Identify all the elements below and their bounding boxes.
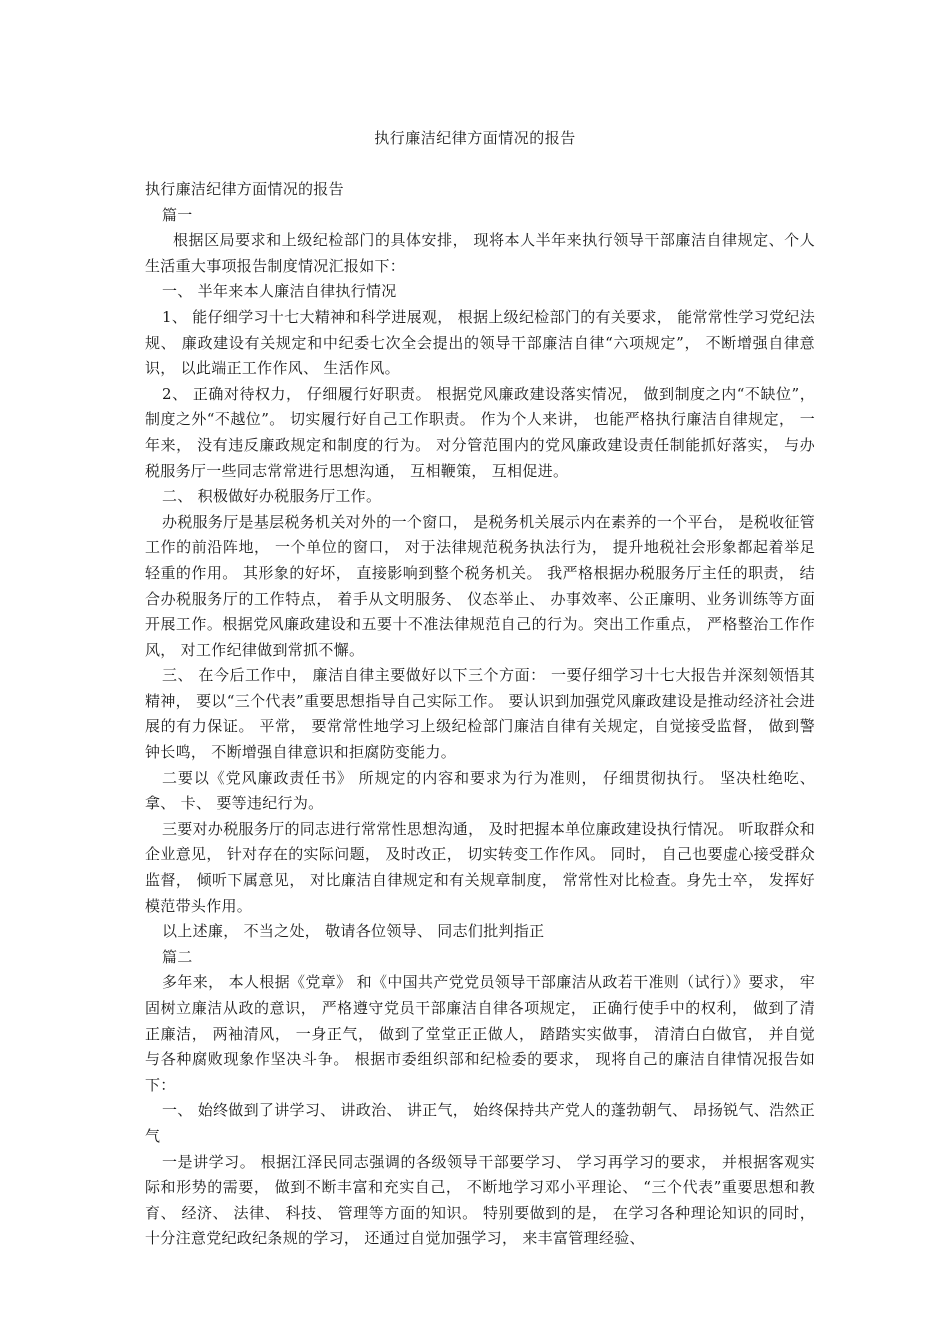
section-heading-part1: 篇一 bbox=[162, 205, 193, 224]
paragraph-intro: 根据区局要求和上级纪检部门的具体安排， 现将本人半年来执行领导干部廉洁自律规定、个人生活重大事项报告制度情况汇报如下： bbox=[145, 231, 815, 275]
paragraph-item-1-2: 2、 正确对待权力， 仔细履行好职责。 根据党风廉政建设落实情况， 做到制度之内“不缺位”， 制度之外“不越位”。 切实履行好自己工作职责。 作为个人来讲， 也能严格执行廉洁自律规定， 一年来， 没有违反廉政规定和制度的行为。 对分管范围内的党风廉政建设责任制能抓好落实， 与办税服务厅一些同志常常进行思想沟通， 互相鞭策， 互相促进。 bbox=[145, 384, 815, 480]
section-heading-part2: 篇二 bbox=[162, 947, 193, 966]
document-title: 执行廉洁纪律方面情况的报告 bbox=[374, 129, 576, 147]
heading-part2-item-1: 一、 始终做到了讲学习、 讲政治、 讲正气， 始终保持共产党人的蓬勃朝气、 昂扬锐气、浩然正气 bbox=[145, 1101, 815, 1145]
paragraph-item-1-1: 1、 能仔细学习十七大精神和科学进展观， 根据上级纪检部门的有关要求， 能常常性学习党纪法规、 廉政建设有关规定和中纪委七次全会提出的领导干部廉洁自律“六项规定”， 不断增强自律意识， 以此端正工作作风、 生活作风。 bbox=[145, 307, 815, 378]
paragraph-item-3-3: 三要对办税服务厅的同志进行常常性思想沟通， 及时把握本单位廉政建设执行情况。 听取群众和企业意见， 针对存在的实际问题， 及时改正， 切实转变工作作风。 同时， 自己也要虚心接受群众监督， 倾听下属意见， 对比廉洁自律规定和有关规章制度， 常常性对比检查。身先士卒， 发挥好模范带头作用。 bbox=[145, 819, 815, 915]
heading-item-1: 一、 半年来本人廉洁自律执行情况 bbox=[162, 282, 397, 301]
paragraph-closing: 以上述廉， 不当之处， 敬请各位领导、 同志们批判指正 bbox=[162, 922, 545, 941]
paragraph-item-3: 三、 在今后工作中， 廉洁自律主要做好以下三个方面： 一要仔细学习十七大报告并深刻领悟其精神， 要以“三个代表”重要思想指导自己实际工作。 要认识到加强党风廉政建设是推动经济社会进展的有力保证。 平常， 要常常性地学习上级纪检部门廉洁自律有关规定，自觉接受监督， 做到警钟长鸣， 不断增强自律意识和拒腐防变能力。 bbox=[145, 666, 815, 762]
paragraph-item-2: 办税服务厅是基层税务机关对外的一个窗口， 是税务机关展示内在素养的一个平台， 是税收征管工作的前沿阵地， 一个单位的窗口， 对于法律规范税务执法行为， 提升地税社会形象都起着举足轻重的作用。 其形象的好坏， 直接影响到整个税务机关。 我严格根据办税服务厅主任的职责， 结合办税服务厅的工作特点， 着手从文明服务、 仪态举止、 办事效率、公正廉明、业务训练等方面开展工作。根据党风廉政建设和五要十不准法律规范自己的行为。突出工作重点， 严格整治工作作风， 对工作纪律做到常抓不懈。 bbox=[145, 512, 815, 659]
document-body bbox=[145, 177, 815, 1252]
paragraph-part2-intro: 多年来， 本人根据《党章》 和《中国共产党党员领导干部廉洁从政若干准则（试行）》要求， 牢固树立廉洁从政的意识， 严格遵守党员干部廉洁自律各项规定， 正确行使手中的权利， 做到了清正廉洁， 两袖清风， 一身正气， 做到了堂堂正正做人， 踏踏实实做事， 清清白白做官， 并自觉与各种腐败现象作坚决斗争。 根据市委组织部和纪检委的要求， 现将自己的廉洁自律情况报告如下： bbox=[145, 973, 815, 1094]
paragraph-item-3-2: 二要以《党风廉政责任书》 所规定的内容和要求为行为准则， 仔细贯彻执行。 坚决杜绝吃、拿、 卡、 要等违纪行为。 bbox=[145, 768, 815, 813]
paragraph-subtitle: 执行廉洁纪律方面情况的报告 bbox=[145, 180, 344, 198]
paragraph-part2-study: 一是讲学习。 根据江泽民同志强调的各级领导干部要学习、 学习再学习的要求， 并根据客观实际和形势的需要， 做到不断丰富和充实自己， 不断地学习邓小平理论、 “三个代表”重要思想和教育、 经济、 法律、 科技、 管理等方面的知识。 特别要做到的是， 在学习各种理论知识的同时， 十分注意党纪政纪条规的学习， 还通过自觉加强学习， 来丰富管理经验、 bbox=[145, 1152, 815, 1248]
heading-item-2: 二、 积极做好办税服务厅工作。 bbox=[162, 487, 382, 506]
